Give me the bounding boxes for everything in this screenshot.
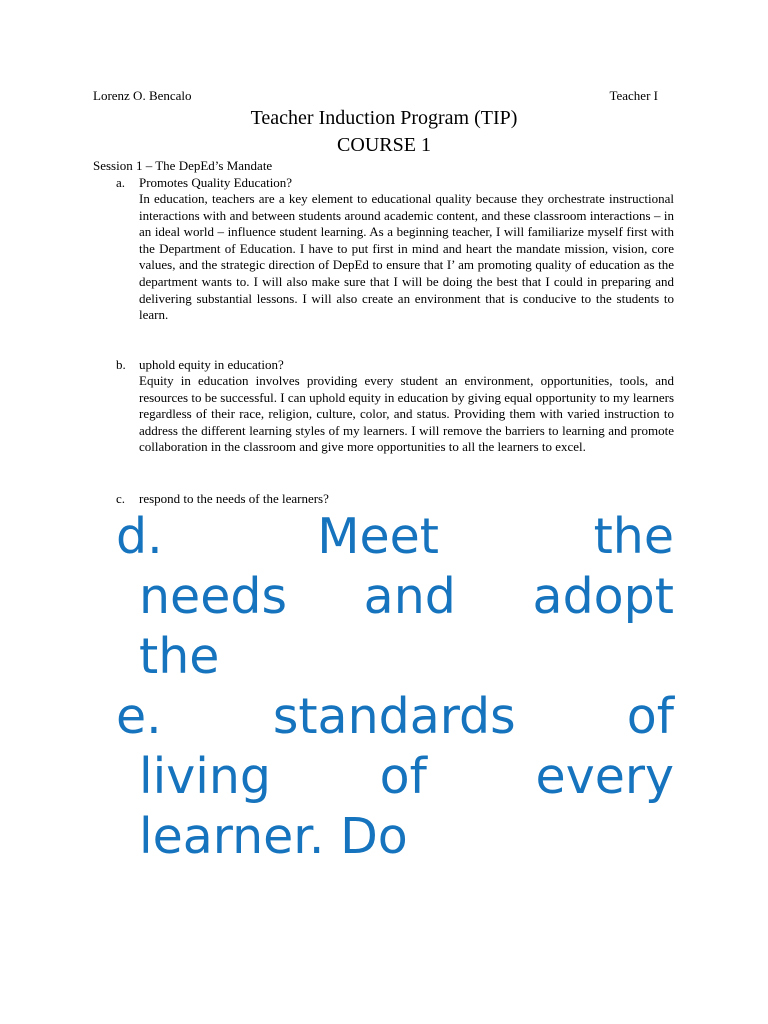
overlay-line: [116, 507, 674, 567]
overlay-line: [139, 747, 674, 807]
answer-paragraph: In education, teachers are a key element to educational quality because they orchestrate instructional interactions with and between students around academic content, and these classroom interactions – in an ideal world – influence student learning. As a beginning teacher, I will familiarize myself first with the Department of Education. I have to put first in mind and heart the mandate mission, vision, core values, and the strategic direction of DepEd to ensure that I’ am promoting quality of education as the department wants to. I will also make sure that I will be doing the best that I could in preparing and delivering substantial lessons. I will also create an environment that is conducive to the students to learn.: [139, 191, 674, 323]
overlay-line: the: [139, 628, 220, 685]
overlay-word: e.: [116, 688, 162, 745]
overlay-line: [139, 567, 674, 627]
author-position: Teacher I: [609, 88, 658, 103]
answer-paragraph: Equity in education involves providing every student an environment, opportunities, tools, and resources to be successful. I can uphold equity in education by giving equal opportunity to my learners regardless of their race, religion, culture, color, and status. Providing them with varied instruction to address the different learning styles of my learners. I will remove the barriers to learning and promote collaboration in the classroom and give more opportunities to all the learners to excel.: [139, 373, 674, 455]
question-text: respond to the needs of the learners?: [139, 491, 329, 506]
overlay-word: every: [535, 748, 674, 805]
overlay-line: [116, 687, 674, 747]
overlay-word: d.: [116, 508, 163, 565]
overlay-word: standards: [272, 688, 516, 745]
overlay-word: of: [379, 748, 427, 805]
list-marker: a.: [116, 175, 126, 190]
overlay-word: the: [593, 508, 674, 565]
author-name: Lorenz O. Bencalo: [93, 88, 192, 103]
question-text: uphold equity in education?: [139, 357, 284, 372]
overlay-word: needs: [139, 568, 287, 625]
course-title: COURSE 1: [337, 134, 431, 156]
overlay-line: learner. Do: [139, 808, 408, 865]
overlay-word: living: [139, 748, 271, 805]
document-title: Teacher Induction Program (TIP): [250, 107, 518, 129]
overlay-word: and: [363, 568, 456, 625]
list-marker: c.: [116, 491, 126, 506]
question-text: Promotes Quality Education?: [139, 175, 293, 190]
session-heading: Session 1 – The DepEd’s Mandate: [93, 158, 273, 173]
list-marker: b.: [116, 357, 126, 372]
header-row: [93, 88, 658, 104]
overlay-word: adopt: [532, 568, 674, 625]
overlay-word: of: [626, 688, 674, 745]
overlay-word: Meet: [317, 508, 440, 565]
